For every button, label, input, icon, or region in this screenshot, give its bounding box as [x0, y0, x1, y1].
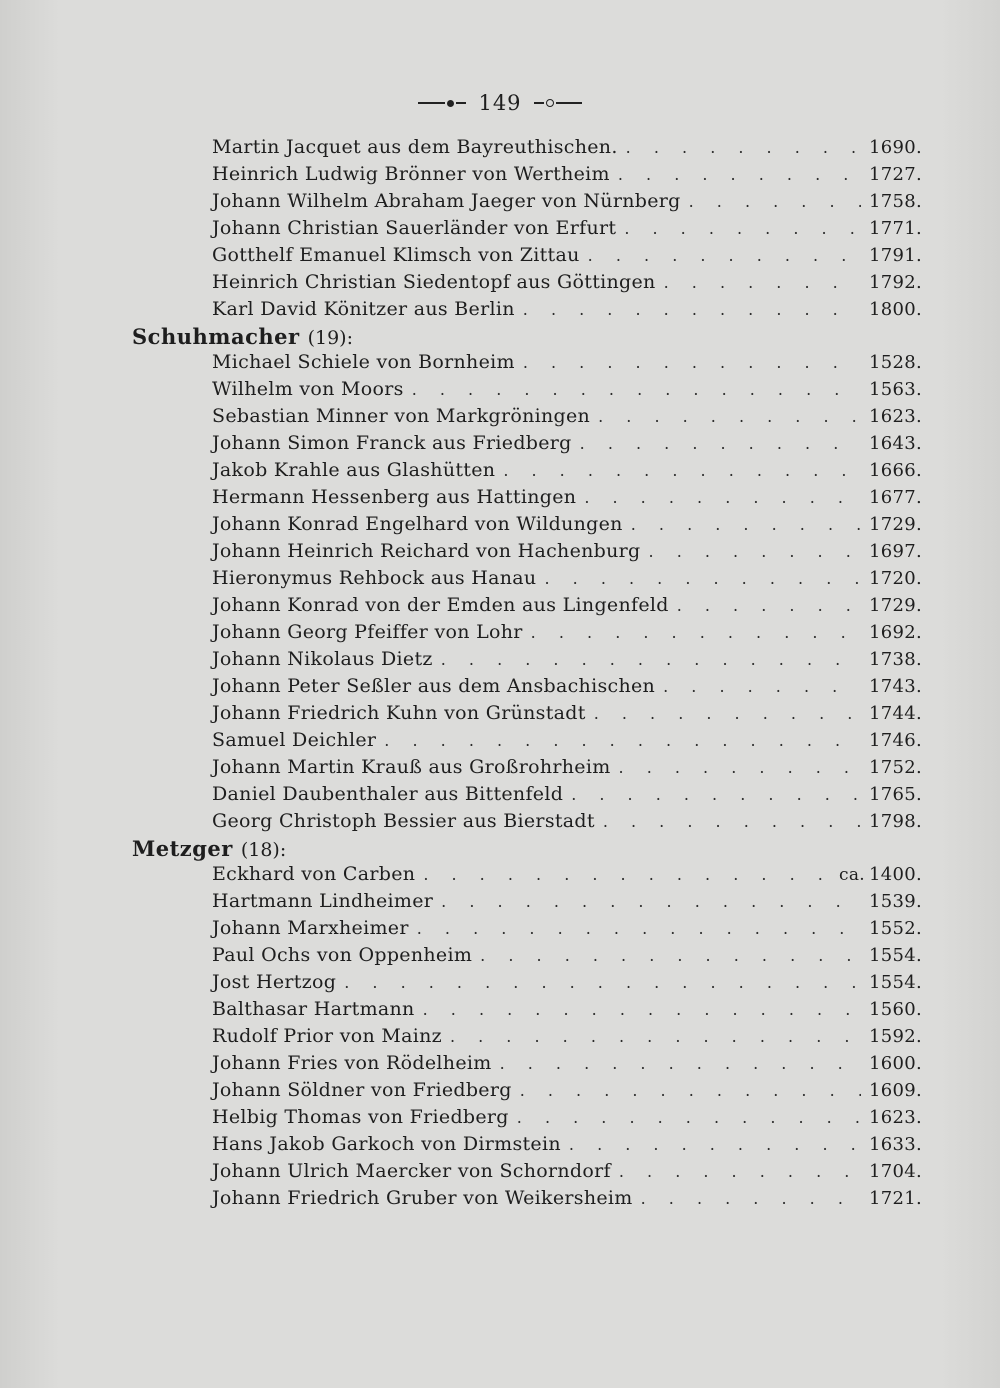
list-item: [212, 783, 922, 809]
entry-year: 1692.: [868, 622, 922, 643]
entry-name: Johann Simon Franck aus Friedberg: [212, 432, 572, 454]
list-item: [212, 863, 922, 889]
entry-name: Gotthelf Emanuel Klimsch von Zittau: [212, 244, 580, 266]
entry-year: 1623.: [868, 406, 922, 427]
dot-leader: [531, 623, 861, 642]
dot-leader: [689, 192, 861, 211]
list-item: [212, 1025, 922, 1051]
entry-name: Rudolf Prior von Mainz: [212, 1025, 442, 1047]
entry-name: Michael Schiele von Bornheim: [212, 351, 515, 373]
list-item: [212, 1052, 922, 1078]
entry-name: Johann Marxheimer: [212, 917, 409, 939]
list-item: [212, 675, 922, 701]
dot-leader: [584, 488, 861, 507]
dot-leader: [520, 1081, 861, 1100]
entry-name: Johann Söldner von Friedberg: [212, 1079, 512, 1101]
list-item: [212, 432, 922, 458]
list-item: [212, 944, 922, 970]
list-item: [212, 459, 922, 485]
entry-year: 1738.: [868, 649, 922, 670]
dot-leader: [423, 865, 831, 884]
list-item: [212, 163, 922, 189]
entry-year: 1560.: [868, 999, 922, 1020]
entry-name: Hieronymus Rehbock aus Hanau: [212, 567, 537, 589]
section-heading-schuhmacher: [132, 324, 353, 352]
list-item: [212, 298, 922, 324]
entry-name: Johann Fries von Rödelheim: [212, 1052, 492, 1074]
dot-leader: [517, 1108, 861, 1127]
dot-leader: [641, 1189, 861, 1208]
list-item: [212, 756, 922, 782]
dot-leader: [344, 973, 861, 992]
dot-leader: [594, 704, 861, 723]
list-item: [212, 217, 922, 243]
entry-year: 1677.: [868, 487, 922, 508]
list-item: [212, 271, 922, 297]
dot-leader: [649, 542, 861, 561]
entry-name: Sebastian Minner von Markgröningen: [212, 405, 591, 427]
dot-leader: [423, 1000, 861, 1019]
dot-leader: [624, 219, 861, 238]
list-item: [212, 1079, 922, 1105]
dot-leader: [626, 138, 861, 157]
dot-leader: [619, 1162, 861, 1181]
entry-name: Martin Jacquet aus dem Bayreuthischen.: [212, 136, 618, 158]
entry-name: Jakob Krahle aus Glashütten: [212, 459, 496, 481]
entry-name: Eckhard von Carben: [212, 863, 416, 885]
list-item: [212, 971, 922, 997]
entry-year: 1798.: [868, 811, 922, 832]
entry-year: 1746.: [868, 730, 922, 751]
list-item: [212, 917, 922, 943]
entry-name: Johann Heinrich Reichard von Hachenburg: [212, 540, 641, 562]
entry-name: Balthasar Hartmann: [212, 998, 415, 1020]
entry-year: 1400.: [868, 864, 922, 885]
entry-year: 1690.: [868, 137, 922, 158]
entry-year: 1554.: [868, 945, 922, 966]
list-item: [212, 540, 922, 566]
dot-leader: [544, 569, 861, 588]
entry-year-prefix: ca.: [839, 865, 865, 885]
dot-leader: [500, 1054, 861, 1073]
entry-name: Johann Martin Krauß aus Großrohrheim: [212, 756, 611, 778]
entry-year: 1643.: [868, 433, 922, 454]
list-item: [212, 1187, 922, 1213]
list-item: [212, 810, 922, 836]
entry-name: Johann Konrad von der Emden aus Lingenfeld: [212, 594, 669, 616]
list-item: [212, 1133, 922, 1159]
dot-leader: [523, 353, 861, 372]
entry-name: Karl David Könitzer aus Berlin: [212, 298, 515, 320]
section-count: (18):: [240, 839, 287, 861]
entry-year: 1729.: [868, 514, 922, 535]
entry-name: Samuel Deichler: [212, 729, 377, 751]
dot-leader: [571, 785, 861, 804]
dot-leader: [580, 434, 861, 453]
entry-year: 1633.: [868, 1134, 922, 1155]
entry-name: Paul Ochs von Oppenheim: [212, 944, 473, 966]
entry-year: 1697.: [868, 541, 922, 562]
entry-name: Johann Friedrich Gruber von Weikersheim: [212, 1187, 633, 1209]
list-item: [212, 1106, 922, 1132]
entry-year: 1563.: [868, 379, 922, 400]
entry-year: 1765.: [868, 784, 922, 805]
dot-leader: [588, 246, 861, 265]
entry-name: Johann Friedrich Kuhn von Grünstadt: [212, 702, 586, 724]
page-header: [0, 88, 1000, 118]
entry-name: Johann Konrad Engelhard von Wildungen: [212, 513, 623, 535]
entry-year: 1539.: [868, 891, 922, 912]
entry-name: Hartmann Lindheimer: [212, 890, 434, 912]
section-count: (19):: [307, 327, 353, 349]
entry-name: Johann Georg Pfeiffer von Lohr: [212, 621, 523, 643]
entry-name: Wilhelm von Moors: [212, 378, 404, 400]
page-number: 149: [478, 91, 522, 115]
dot-leader: [619, 758, 861, 777]
entry-name: Johann Ulrich Maercker von Schorndorf: [212, 1160, 611, 1182]
entry-name: Georg Christoph Bessier aus Bierstadt: [212, 810, 595, 832]
entry-year: 1791.: [868, 245, 922, 266]
right-ornament-icon: [534, 98, 582, 108]
dot-leader: [450, 1027, 861, 1046]
entry-year: 1609.: [868, 1080, 922, 1101]
entry-year: 1592.: [868, 1026, 922, 1047]
list-item: [212, 244, 922, 270]
entry-year: 1743.: [868, 676, 922, 697]
dot-leader: [441, 650, 861, 669]
dot-leader: [631, 515, 861, 534]
entry-name: Johann Wilhelm Abraham Jaeger von Nürnberg: [212, 190, 681, 212]
entry-year: 1744.: [868, 703, 922, 724]
entry-name: Johann Christian Sauerländer von Erfurt: [212, 217, 617, 239]
dot-leader: [412, 380, 861, 399]
list-item: [212, 1160, 922, 1186]
entry-name: Johann Nikolaus Dietz: [212, 648, 433, 670]
entry-name: Heinrich Christian Siedentopf aus Göttingen: [212, 271, 656, 293]
list-item: [212, 702, 922, 728]
entry-year: 1528.: [868, 352, 922, 373]
list-item: [212, 729, 922, 755]
list-item: [212, 486, 922, 512]
list-item: [212, 594, 922, 620]
dot-leader: [384, 731, 861, 750]
dot-leader: [569, 1135, 861, 1154]
dot-leader: [677, 596, 861, 615]
entry-year: 1623.: [868, 1107, 922, 1128]
entry-year: 1552.: [868, 918, 922, 939]
entry-year: 1800.: [868, 299, 922, 320]
dot-leader: [417, 919, 861, 938]
entry-year: 1666.: [868, 460, 922, 481]
dot-leader: [598, 407, 861, 426]
entry-year: 1727.: [868, 164, 922, 185]
dot-leader: [523, 300, 861, 319]
dot-leader: [664, 273, 861, 292]
entry-year: 1771.: [868, 218, 922, 239]
list-item: [212, 190, 922, 216]
dot-leader: [618, 165, 861, 184]
list-item: [212, 405, 922, 431]
dot-leader: [480, 946, 861, 965]
list-item: [212, 136, 922, 162]
section-heading-metzger: [132, 836, 286, 864]
entry-name: Johann Peter Seßler aus dem Ansbachischen: [212, 675, 656, 697]
entry-year: 1600.: [868, 1053, 922, 1074]
entry-name: Helbig Thomas von Friedberg: [212, 1106, 509, 1128]
dot-leader: [663, 677, 861, 696]
left-ornament-icon: [418, 98, 466, 108]
list-item: [212, 567, 922, 593]
list-item: [212, 621, 922, 647]
entry-year: 1720.: [868, 568, 922, 589]
list-item: [212, 998, 922, 1024]
list-item: [212, 890, 922, 916]
entry-year: 1752.: [868, 757, 922, 778]
entry-year: 1729.: [868, 595, 922, 616]
dot-leader: [441, 892, 861, 911]
list-item: [212, 648, 922, 674]
section-title: Metzger: [132, 836, 233, 861]
entry-year: 1792.: [868, 272, 922, 293]
list-item: [212, 351, 922, 377]
section-title: Schuhmacher: [132, 324, 300, 349]
dot-leader: [503, 461, 861, 480]
entry-name: Jost Hertzog: [212, 971, 337, 993]
entry-name: Heinrich Ludwig Brönner von Wertheim: [212, 163, 610, 185]
entry-year: 1704.: [868, 1161, 922, 1182]
entry-year: 1758.: [868, 191, 922, 212]
entry-year: 1721.: [868, 1188, 922, 1209]
entry-name: Daniel Daubenthaler aus Bittenfeld: [212, 783, 564, 805]
entry-year: 1554.: [868, 972, 922, 993]
list-item: [212, 513, 922, 539]
entry-name: Hans Jakob Garkoch von Dirmstein: [212, 1133, 561, 1155]
list-item: [212, 378, 922, 404]
entry-name: Hermann Hessenberg aus Hattingen: [212, 486, 577, 508]
dot-leader: [603, 812, 861, 831]
